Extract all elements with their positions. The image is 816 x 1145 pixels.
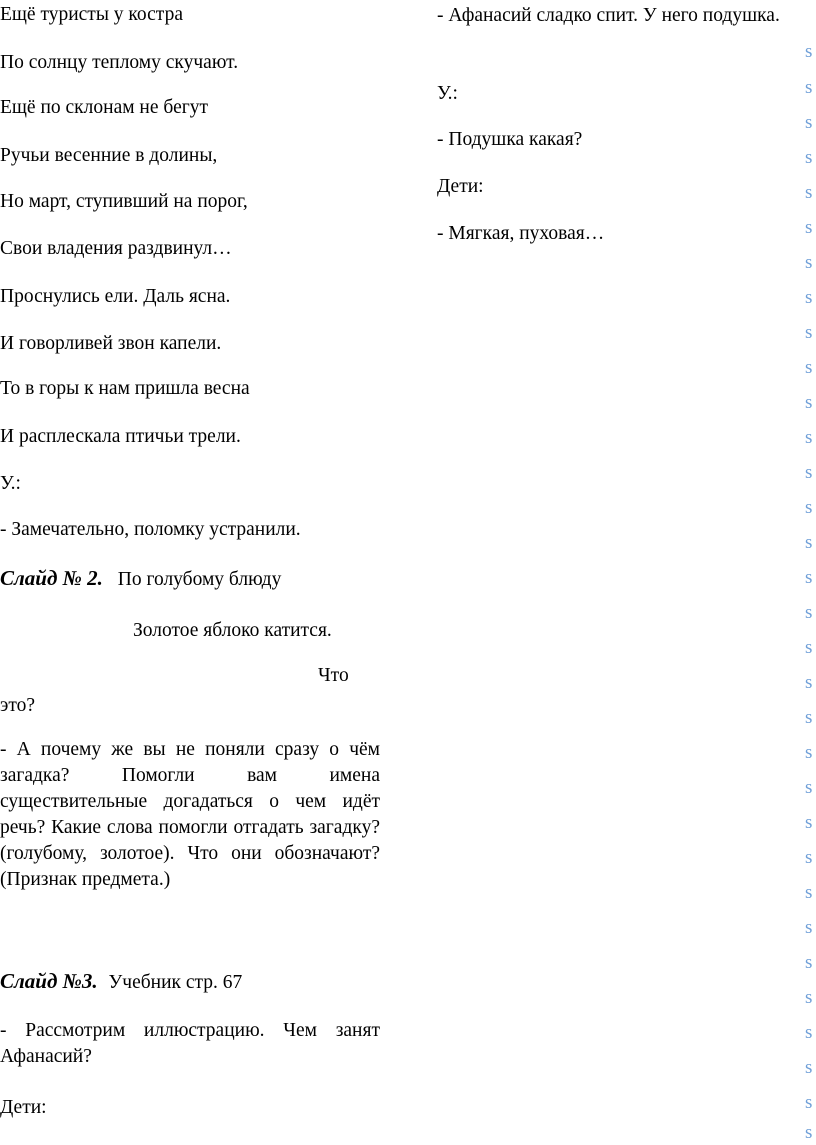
edge-char: s bbox=[805, 707, 813, 728]
edge-char: s bbox=[805, 637, 813, 658]
edge-char: s bbox=[805, 812, 813, 833]
edge-char: s bbox=[805, 392, 813, 413]
slide3-heading bbox=[0, 969, 242, 995]
edge-char: s bbox=[805, 41, 813, 62]
edge-char: s bbox=[805, 217, 813, 238]
slide3-question: - Рассмотрим иллюстрацию. Чем занят Афанасий? bbox=[0, 1020, 380, 1067]
poem-line: И расплескала птичьи трели. bbox=[0, 426, 241, 447]
slide3-text: Учебник стр. 67 bbox=[108, 972, 243, 993]
edge-char: s bbox=[805, 987, 813, 1008]
slide3-title: Слайд №3. bbox=[0, 969, 98, 993]
slide2-title: Слайд № 2. bbox=[0, 566, 103, 590]
edge-char: s bbox=[805, 917, 813, 938]
edge-char: s bbox=[805, 1022, 813, 1043]
edge-char: s bbox=[805, 777, 813, 798]
poem-line: Ещё туристы у костра bbox=[0, 4, 183, 25]
riddle-question: это? bbox=[0, 695, 36, 716]
riddle-question: Что bbox=[318, 665, 349, 686]
edge-char: s bbox=[805, 1092, 813, 1113]
poem-line: Но март, ступивший на порог, bbox=[0, 191, 248, 212]
edge-char: s bbox=[805, 497, 813, 518]
children-answer: - Афанасий сладко спит. У него подушка. bbox=[437, 5, 780, 26]
edge-char: s bbox=[805, 357, 813, 378]
edge-char: s bbox=[805, 532, 813, 553]
slide2-heading bbox=[0, 566, 281, 592]
edge-char: s bbox=[805, 252, 813, 273]
poem-line: Ручьи весенние в долины, bbox=[0, 145, 218, 166]
teacher-remark: - Замечательно, поломку устранили. bbox=[0, 519, 301, 540]
riddle-line: Золотое яблоко катится. bbox=[133, 620, 332, 641]
edge-char: s bbox=[805, 182, 813, 203]
edge-char: s bbox=[805, 742, 813, 763]
edge-char: s bbox=[805, 322, 813, 343]
edge-char: s bbox=[805, 287, 813, 308]
edge-char: s bbox=[805, 847, 813, 868]
edge-char: s bbox=[805, 112, 813, 133]
slide2-paragraph: - А почему же вы не поняли сразу о чём загадка? Помогли вам имена существительные догадаться о чем идёт речь? Какие слова помогли отгадать загадку? (голубому, золотое). Что они обозначают? (Признак предмета.) bbox=[0, 739, 380, 890]
teacher-label: У.: bbox=[0, 473, 21, 494]
edge-char: s bbox=[805, 147, 813, 168]
poem-line: Проснулись ели. Даль ясна. bbox=[0, 286, 231, 307]
children-label: Дети: bbox=[0, 1097, 47, 1118]
poem-line: И говорливей звон капели. bbox=[0, 333, 222, 354]
edge-char: s bbox=[805, 462, 813, 483]
poem-line: Ещё по склонам не бегут bbox=[0, 97, 208, 118]
poem-line: Свои владения раздвинул… bbox=[0, 238, 232, 259]
edge-char: s bbox=[805, 952, 813, 973]
edge-char: s bbox=[805, 882, 813, 903]
edge-char: s bbox=[805, 602, 813, 623]
edge-char: s bbox=[805, 1122, 813, 1143]
edge-char: s bbox=[805, 672, 813, 693]
teacher-label: У.: bbox=[437, 83, 458, 104]
poem-line: По солнцу теплому скучают. bbox=[0, 52, 239, 73]
teacher-question: - Подушка какая? bbox=[437, 129, 583, 150]
edge-char: s bbox=[805, 77, 813, 98]
edge-char: s bbox=[805, 1057, 813, 1078]
riddle-line: По голубому блюду bbox=[117, 569, 282, 590]
edge-char: s bbox=[805, 427, 813, 448]
poem-line: То в горы к нам пришла весна bbox=[0, 378, 250, 399]
children-label: Дети: bbox=[437, 176, 484, 197]
children-answer: - Мягкая, пуховая… bbox=[437, 223, 605, 244]
edge-char: s bbox=[805, 567, 813, 588]
